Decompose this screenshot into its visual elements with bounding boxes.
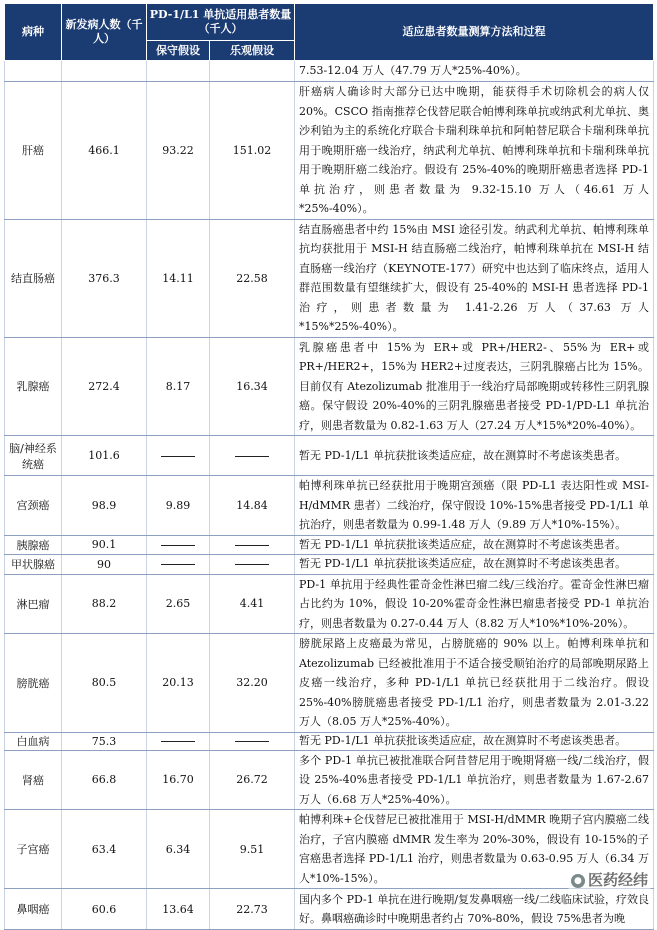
- dash-mark: [235, 741, 269, 742]
- conservative-cell: [147, 554, 210, 574]
- conservative-cell: [147, 535, 210, 554]
- disease-cell: 淋巴瘤: [5, 574, 62, 634]
- method-cell: 多个 PD-1 单抗已被批准联合阿昔替尼用于晚期肾癌一线/二线治疗，假设 25%-40%患者接受 PD-1/L1 单抗治疗，则患者数量为 1.67-2.67 万人（6.68 万人*25%-40%）。: [295, 750, 654, 810]
- dash-mark: [235, 564, 269, 565]
- header-optimistic: 乐观假设: [210, 41, 295, 61]
- table-row: [5, 634, 654, 733]
- method-cell: 暂无 PD-1/L1 单抗获批该类适应症，故在测算时不考虑该类患者。: [295, 554, 654, 574]
- conservative-cell: [147, 436, 210, 476]
- conservative-cell: 2.65: [147, 574, 210, 634]
- conservative-cell: 20.13: [147, 634, 210, 733]
- new-cases-cell: [62, 61, 147, 82]
- conservative-cell: 14.11: [147, 219, 210, 337]
- method-cell: 暂无 PD-1/L1 单抗获批该类适应症，故在测算时不考虑该类患者。: [295, 436, 654, 476]
- conservative-cell: 16.70: [147, 750, 210, 810]
- watermark-text: 医药经纬: [587, 871, 648, 889]
- dash-mark: [235, 456, 269, 457]
- optimistic-cell: 4.41: [210, 574, 295, 634]
- conservative-cell: 8.17: [147, 337, 210, 436]
- method-cell: 膀胱尿路上皮癌最为常见，占膀胱癌的 90% 以上。帕博利珠单抗和 Atezolizumab 已经被批准用于不适合接受顺铂治疗的局部晚期尿路上皮癌一线治疗，多种 PD-1/L1 单抗已经获批用于二线治疗。假设 25%-40%膀胱癌患者接受 PD-1/L1 治疗，则患者数量为 2.01-3.22 万人（8.05 万人*25%-40%）。: [295, 634, 654, 733]
- dash-mark: [161, 741, 195, 742]
- table-row: [5, 732, 654, 750]
- method-cell: 暂无 PD-1/L1 单抗获批该类适应症，故在测算时不考虑该类患者。: [295, 732, 654, 750]
- table-row: [5, 750, 654, 810]
- new-cases-cell: 90.1: [62, 535, 147, 554]
- table-body: [5, 61, 654, 930]
- table-row: [5, 219, 654, 337]
- method-cell: 结直肠癌患者中约 15%由 MSI 途径引发。纳武利尤单抗、帕博利珠单抗均获批用于 MSI-H 结直肠癌二线治疗，帕博利珠单抗在 MSI-H 结直肠癌一线治疗（KEYNOTE-177）研究中也达到了临床终点，适用人群范围数量有望继续扩大，假设有 25-40%的 MSI-H 患者选择 PD-1 治疗，则患者数量为 1.41-2.26 万人（37.63 万人*15%*25%-40%）。: [295, 219, 654, 337]
- disease-cell: 膀胱癌: [5, 634, 62, 733]
- optimistic-cell: [210, 61, 295, 82]
- dash-mark: [235, 545, 269, 546]
- new-cases-cell: 80.5: [62, 634, 147, 733]
- header-disease: 病种: [5, 4, 62, 61]
- optimistic-cell: 22.73: [210, 889, 295, 930]
- dash-mark: [161, 564, 195, 565]
- table-row: [5, 61, 654, 82]
- watermark: [568, 869, 651, 890]
- method-cell: PD-1 单抗用于经典性霍奇金性淋巴瘤二线/三线治疗。霍奇金性淋巴瘤占比约为 10%，假设 10-20%霍奇金性淋巴瘤患者接受 PD-1 单抗治疗，则患者数量为 0.27-0.44 万人（8.82 万人*10%*10%-20%）。: [295, 574, 654, 634]
- optimistic-cell: 151.02: [210, 82, 295, 220]
- header-new-cases: 新发病人数（千人）: [62, 4, 147, 61]
- new-cases-cell: 75.3: [62, 732, 147, 750]
- optimistic-cell: 14.84: [210, 476, 295, 536]
- patient-estimate-table: [4, 3, 654, 930]
- table-row: [5, 82, 654, 220]
- disease-cell: 子宫癌: [5, 810, 62, 889]
- method-cell: 暂无 PD-1/L1 单抗获批该类适应症，故在测算时不考虑该类患者。: [295, 535, 654, 554]
- conservative-cell: [147, 61, 210, 82]
- method-cell: 乳腺癌患者中 15%为 ER+或 PR+/HER2-、55%为 ER+或 PR+/HER2+，15%为 HER2+过度表达，三阴乳腺癌占比为 15%。目前仅有 Atezolizumab 批准用于一线治疗局部晚期或转移性三阴乳腺癌。保守假设 20%-40%的三阴乳腺癌患者接受 PD-1/PD-L1 单抗治疗，则患者数量为 0.82-1.63 万人（27.24 万人*15%*20%-40%）。: [295, 337, 654, 436]
- optimistic-cell: [210, 554, 295, 574]
- method-cell: 帕博利珠+仑伐替尼已被批准用于 MSI-H/dMMR 晚期子宫内膜癌二线治疗，子宫内膜癌 dMMR 发生率为 20%-30%，假设有 10-15%的子宫癌患者选择 PD-1/L1 治疗，则患者数量为 0.63-0.95 万人（6.34 万人*10%-15%）。: [295, 810, 654, 889]
- table-header: [5, 4, 654, 61]
- optimistic-cell: 22.58: [210, 219, 295, 337]
- disease-cell: 结直肠癌: [5, 219, 62, 337]
- method-cell: 肝癌病人确诊时大部分已达中晚期，能获得手术切除机会的病人仅20%。CSCO 指南推荐仑伐替尼联合帕博利珠单抗或纳武利尤单抗、奥沙利铂为主的系统化疗联合卡瑞利珠单抗和阿帕替尼联合卡瑞利珠单抗用于晚期肝癌一线治疗，纳武利尤单抗、帕博利珠单抗和卡瑞利珠单抗用于晚期肝癌二线治疗。假设有 25%-40%的晚期肝癌患者选择 PD-1 单抗治疗，则患者数量为 9.32-15.10 万人（46.61 万人*25%-40%）。: [295, 82, 654, 220]
- optimistic-cell: [210, 436, 295, 476]
- header-pd1-count: PD-1/L1 单抗适用患者数量（千人）: [147, 4, 295, 41]
- optimistic-cell: 9.51: [210, 810, 295, 889]
- table-row: [5, 476, 654, 536]
- table-row: [5, 436, 654, 476]
- dash-mark: [161, 456, 195, 457]
- disease-cell: 胰腺癌: [5, 535, 62, 554]
- new-cases-cell: 66.8: [62, 750, 147, 810]
- new-cases-cell: 88.2: [62, 574, 147, 634]
- new-cases-cell: 272.4: [62, 337, 147, 436]
- conservative-cell: [147, 732, 210, 750]
- new-cases-cell: 466.1: [62, 82, 147, 220]
- table-row: [5, 535, 654, 554]
- disease-cell: 肝癌: [5, 82, 62, 220]
- table-row: [5, 574, 654, 634]
- dash-mark: [161, 545, 195, 546]
- optimistic-cell: 32.20: [210, 634, 295, 733]
- header-conservative: 保守假设: [147, 41, 210, 61]
- optimistic-cell: [210, 732, 295, 750]
- disease-cell: 脑/神经系统癌: [5, 436, 62, 476]
- table-row: [5, 810, 654, 889]
- disease-cell: 白血病: [5, 732, 62, 750]
- table-row: [5, 554, 654, 574]
- conservative-cell: 9.89: [147, 476, 210, 536]
- disease-cell: 宫颈癌: [5, 476, 62, 536]
- header-method: 适应患者数量测算方法和过程: [295, 4, 654, 61]
- disease-cell: 乳腺癌: [5, 337, 62, 436]
- method-cell: 帕博利珠单抗已经获批用于晚期宫颈癌（限 PD-L1 表达阳性或 MSI-H/dMMR 患者）二线治疗，保守假设 10%-15%患者接受 PD-1/L1 单抗治疗，则患者数量为 0.99-1.48 万人（9.89 万人*10%-15%）。: [295, 476, 654, 536]
- disease-cell: 甲状腺癌: [5, 554, 62, 574]
- table-row: [5, 337, 654, 436]
- new-cases-cell: 98.9: [62, 476, 147, 536]
- wechat-icon: ●: [571, 874, 585, 888]
- conservative-cell: 13.64: [147, 889, 210, 930]
- optimistic-cell: [210, 535, 295, 554]
- conservative-cell: 6.34: [147, 810, 210, 889]
- table-row: [5, 889, 654, 930]
- method-cell: 国内多个 PD-1 单抗在进行晚期/复发鼻咽癌一线/二线临床试验，疗效良好。鼻咽癌确诊时中晚期患者约占 70%-80%，假设 75%患者为晚: [295, 889, 654, 930]
- new-cases-cell: 60.6: [62, 889, 147, 930]
- disease-cell: [5, 61, 62, 82]
- disease-cell: 肾癌: [5, 750, 62, 810]
- optimistic-cell: 16.34: [210, 337, 295, 436]
- new-cases-cell: 101.6: [62, 436, 147, 476]
- optimistic-cell: 26.72: [210, 750, 295, 810]
- new-cases-cell: 90: [62, 554, 147, 574]
- method-cell: 7.53-12.04 万人（47.79 万人*25%-40%）。: [295, 61, 654, 82]
- disease-cell: 鼻咽癌: [5, 889, 62, 930]
- conservative-cell: 93.22: [147, 82, 210, 220]
- new-cases-cell: 376.3: [62, 219, 147, 337]
- new-cases-cell: 63.4: [62, 810, 147, 889]
